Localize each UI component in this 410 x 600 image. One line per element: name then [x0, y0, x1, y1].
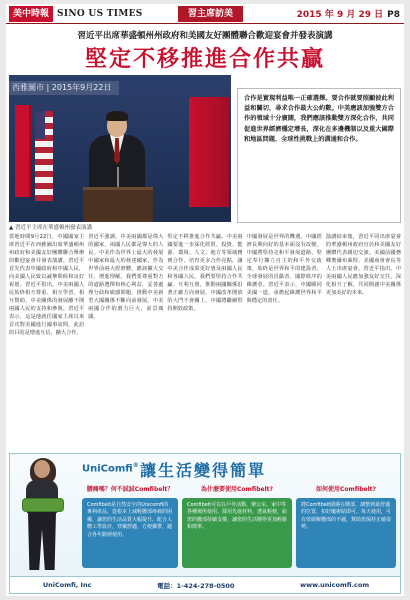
article-column-3: 堅定不移推進合作共贏。中美兩國要進一步深化經貿、投資、能源、環境、人文、地方等領域務實合作，培育更多合作亮點，讓中美合作成果更好惠及兩國人民和各國人民。我們要堅持合作共贏、互利互惠，推動兩國關係沿著正確方向發展。中國改革開放的大門不會關上，中國將繼續堅持開放政策。 — [167, 234, 243, 312]
article-photo — [9, 75, 231, 222]
article-body — [9, 233, 401, 448]
ad-model-figure — [16, 458, 72, 576]
china-flag-right — [189, 97, 229, 207]
ad-panel-1: Comfibelt是自然安全的Unicomfi的專利產品，從根本上減輕腰部疼痛的困擾，讓您的生活品質大幅提升。配合人體工學設計，穿戴舒適，方便攜帶，適合各年齡層使用。 — [82, 498, 178, 568]
ad-title: 讓生活變得簡單 — [140, 461, 267, 480]
china-flag-left — [15, 105, 31, 197]
issue-date — [297, 7, 400, 20]
microphone — [117, 167, 119, 189]
advertisement — [9, 453, 401, 594]
photo-banner: 西雅圖市 | 2015年9月22日 — [9, 81, 119, 95]
ad-brand-name: UniComfi — [82, 463, 133, 475]
model-head — [34, 460, 50, 478]
article-column-1: 當地時間9月22日，中國國家主席習近平在西雅圖出席華盛頓州州政府和美國友好團體聯合舉辦的歡迎宴會并發表演講。習近平首先代表中國政府和中國人民，向美國人民致以誠摯問候和良好祝愿。習近平指出，中美兩國人民始終相互尊重、相互學習、相互幫助，中美關係的發展離不開兩國人民的支持和參與。習近平表示，這是他就任國家主席以來首次對美國進行國事訪問，此訪的目的是增進互信、擴大合作。 — [9, 234, 85, 336]
masthead — [6, 4, 404, 24]
article-headline: 堅定不移推進合作共贏 — [84, 46, 325, 72]
photo-caption: ▲ 習近平主席在華盛頓州發表演講 — [9, 225, 92, 231]
article-column-5: 演講結束後，習近平同出席宴會的華盛頓州政府官員和美國友好團體代表親切交談。美國前國務卿奧爾布萊特、美國商會會長等人士出席宴會。習近平指出，中美兩國人民應加強友好交往，深化相互了解，共同開創中美關係更加美好的未來。 — [325, 234, 402, 296]
newspaper-page — [6, 4, 404, 596]
ad-footer — [10, 576, 401, 593]
page-number: P8 — [387, 10, 400, 20]
speech-quote-box — [237, 88, 401, 223]
newspaper-name: SINO US TIMES — [57, 8, 143, 19]
issue-date-text: 2015 年 9 月 29 日 — [296, 10, 384, 20]
speech-quote-text: 合作是實現利益唯一正確選擇。要合作就要照顧彼此利益和關切，尋求合作最大公約數。中美應該加強雙方合作的領域十分廣闊，我們應該推動雙方深化合作，共同促進世界經濟穩定增長，深化在多邊機制以及重大國際和地區問題、全球性挑戰上的溝通和合作。 — [244, 95, 394, 143]
ad-question-2: 為什麼要使用Comfibelt? — [201, 486, 273, 493]
ad-panel-3: 將Comfibelt圍繞在腰部，調整到最舒適的位置，扣好魔術貼即可。每天使用，可有效緩解腰部的不適，幫助您保持正確姿勢。 — [296, 498, 396, 568]
ad-brand — [82, 462, 139, 474]
model-pants — [28, 512, 56, 570]
article-column-4: 中國發展是世界的機遇。中國經濟長期向好的基本面沒有改變。中國將堅持走和平發展道路，堅定奉行獨立自主的和平外交政策，始終是世界和平的建設者、全球發展的貢獻者、國際秩序的維護者。習近平表示，中國願同美國一道，承擔起維護世界和平與穩定的責任。 — [246, 234, 322, 304]
article-column-2: 習近平強調，中美兩國都是偉大的國家，兩國人民都是偉大的人民。中美作為世界上最大的發展中國家和最大的發達國家，作為世界前兩大經濟體，應該擴大交往，增進理解。我們要尊重對方的道路選擇和核心利益，妥善處理分歧和敏感問題，推動中美新型大國關係不斷向前發展。中美兩國合作的潛力巨大，前景廣闊。 — [88, 234, 164, 320]
section-tag: 習主席訪美 — [178, 6, 243, 22]
ad-phone: 電話：1-424-278-0500 — [157, 581, 235, 590]
us-flag — [35, 111, 53, 201]
lectern — [83, 187, 153, 222]
ad-company: UniComfi, Inc — [42, 581, 92, 589]
ad-website: www.unicomfi.com — [300, 581, 370, 589]
registered-mark: ® — [132, 462, 139, 469]
comfibelt-on-model — [22, 498, 64, 512]
ad-panel-2: Comfibelt可以在戶外活動、辦公室、家中等各種場所使用。採用先進材料，透氣輕便，給您的腰部持續支撐，讓您的生活變得更加輕鬆和簡單。 — [182, 498, 292, 568]
newspaper-logo: 美中時報 — [9, 6, 53, 22]
ad-question-1: 腰痛嗎？何不試試Comfibelt？ — [86, 486, 174, 493]
speaker-hair — [106, 111, 128, 121]
ad-question-3: 如何使用Comfibelt? — [316, 486, 376, 493]
article-kicker: 習近平出席華盛頓州州政府和美國友好團體聯合歡迎宴會并發表演講 — [77, 31, 333, 41]
